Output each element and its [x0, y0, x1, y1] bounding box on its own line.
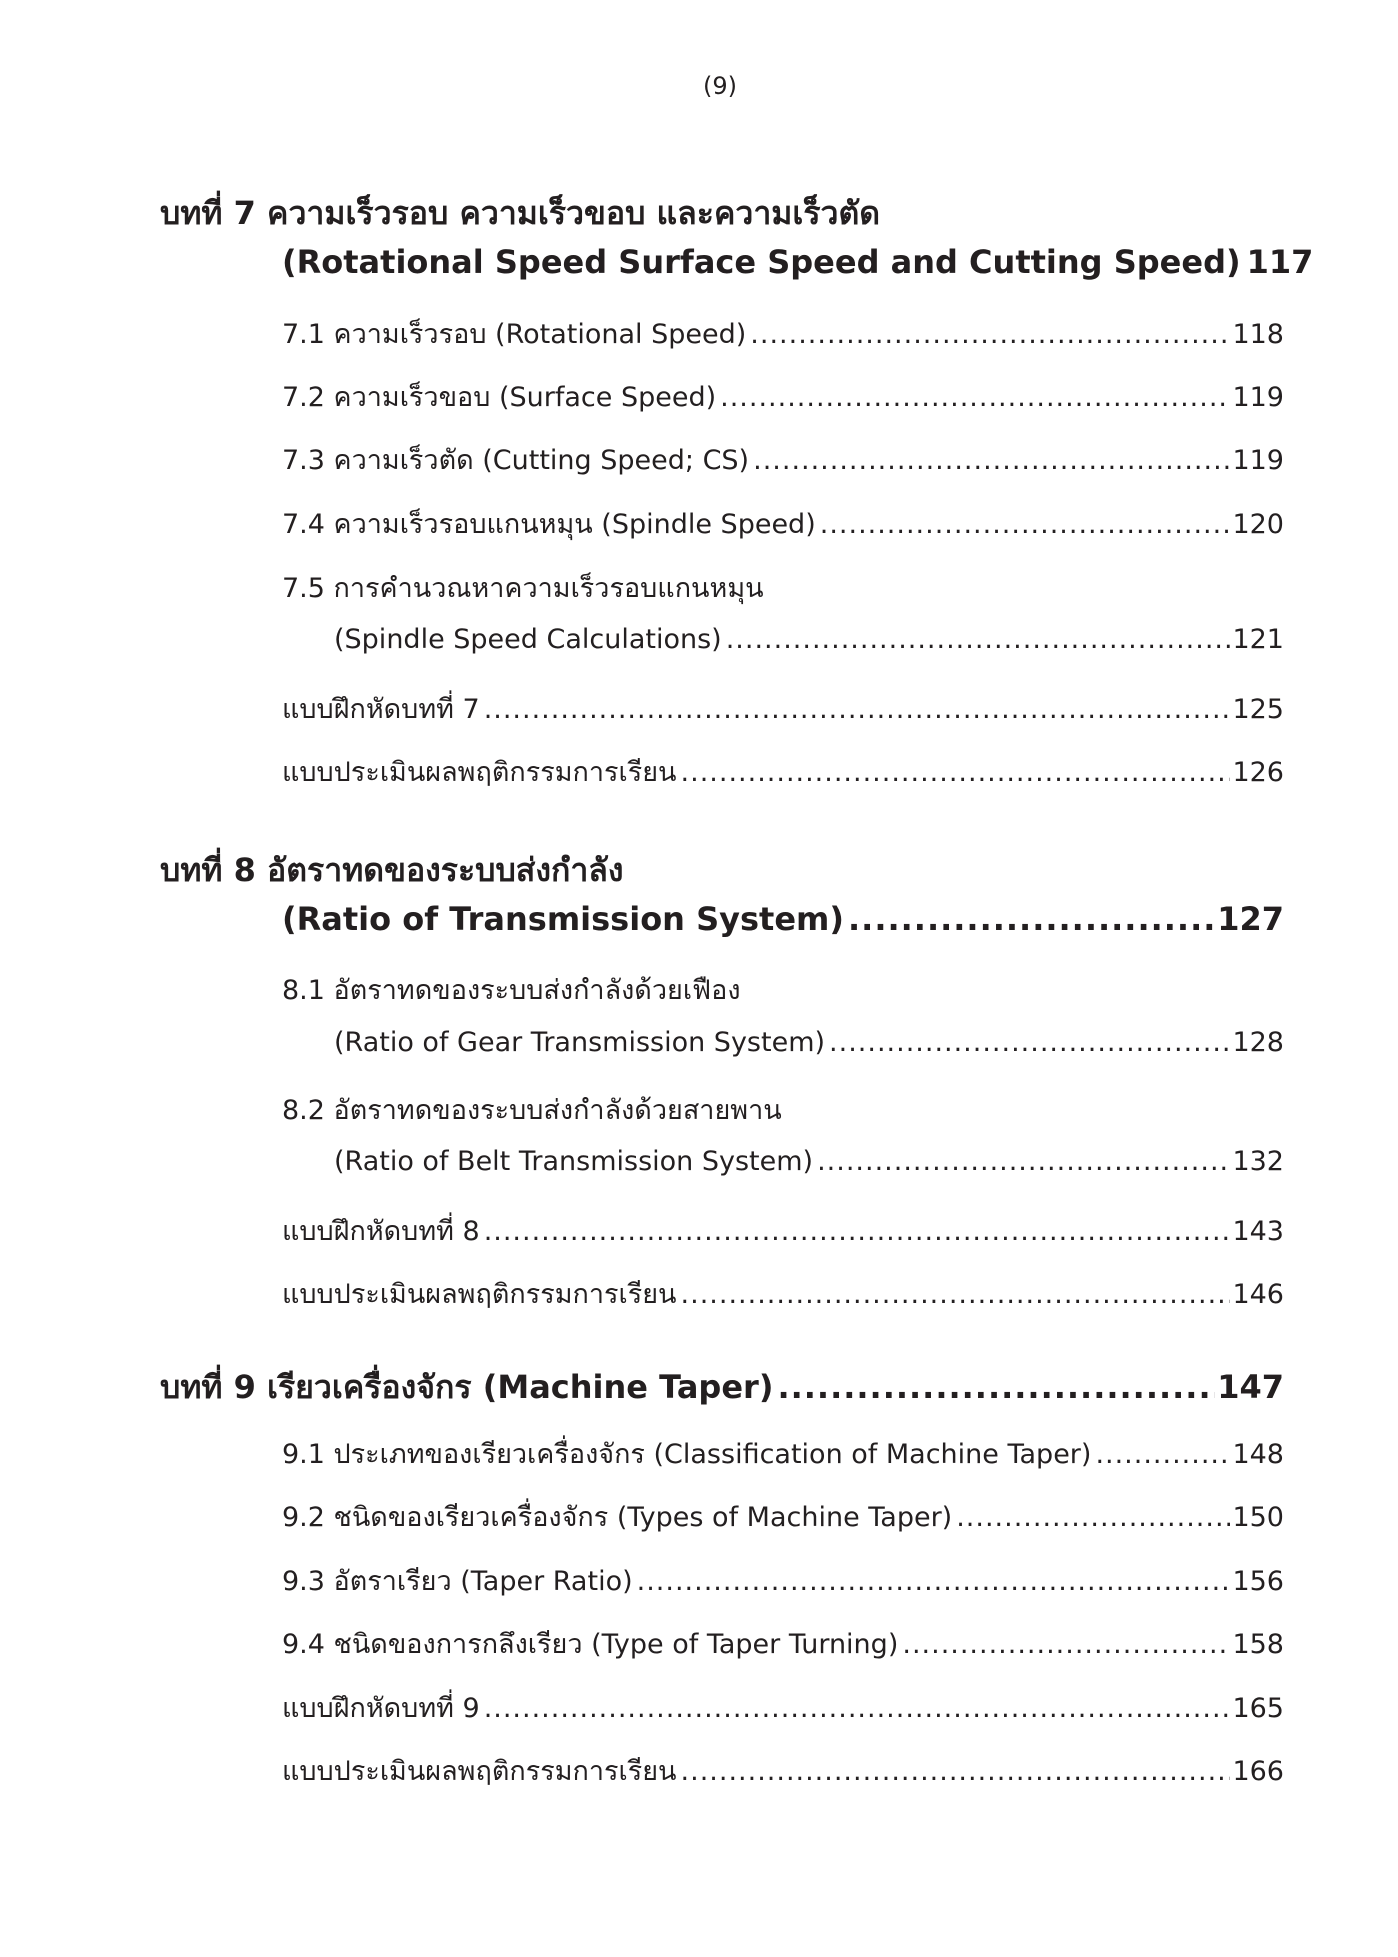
toc-entry-9-4 [282, 1622, 1284, 1665]
page-number: (9) [703, 72, 737, 100]
chapter-8-page: 127 [1217, 900, 1284, 938]
chapter-7-heading: บทที่ 7 ความเร็วรอบ ความเร็วขอบ และความเร็วตัด [160, 194, 881, 232]
toc-entry-exercise-7 [282, 687, 1284, 730]
leader-dots [484, 694, 1231, 725]
leader-dots [820, 509, 1231, 540]
toc-entry-8-1-line1: 8.1 อัตราทดของระบบส่งกำลังด้วยเฟือง [282, 975, 741, 1006]
toc-entry-assessment-7 [282, 750, 1284, 793]
toc-entry-page: 128 [1232, 1027, 1284, 1058]
chapter-8-heading: บทที่ 8 อัตราทดของระบบส่งกำลัง [160, 851, 624, 889]
toc-entry-label: 7.3 ความเร็วตัด (Cutting Speed; CS) [282, 445, 750, 476]
toc-entry-label: 7.2 ความเร็วขอบ (Surface Speed) [282, 382, 717, 413]
toc-entry-page: 148 [1232, 1439, 1284, 1470]
toc-entry-label: แบบประเมินผลพฤติกรรมการเรียน [282, 757, 677, 788]
toc-entry-8-1 [334, 1027, 1284, 1058]
chapter-9-heading-line [160, 1362, 1284, 1413]
toc-entry-7-2 [282, 375, 1284, 418]
toc-entry-label: แบบฝึกหัดบทที่ 8 [282, 1216, 480, 1247]
toc-entry-label: แบบฝึกหัดบทที่ 9 [282, 1693, 480, 1724]
toc-entry-label: แบบประเมินผลพฤติกรรมการเรียน [282, 1756, 677, 1787]
toc-entry-label: 7.1 ความเร็วรอบ (Rotational Speed) [282, 319, 747, 350]
leader-dots [848, 900, 1215, 938]
leader-dots [484, 1216, 1231, 1247]
leader-dots [720, 382, 1230, 413]
leader-dots [829, 1027, 1230, 1058]
toc-entry-page: 121 [1232, 624, 1284, 655]
toc-entry-page: 126 [1232, 757, 1284, 788]
leader-dots [484, 1693, 1231, 1724]
leader-dots [1095, 1439, 1230, 1470]
toc-entry-label: (Ratio of Belt Transmission System) [334, 1146, 814, 1177]
toc-entry-page: 156 [1232, 1566, 1284, 1597]
toc-entry-page: 118 [1232, 319, 1284, 350]
toc-entry-label: 9.1 ประเภทของเรียวเครื่องจักร (Classification of Machine Taper) [282, 1439, 1092, 1470]
chapter-8-subtitle: (Ratio of Transmission System) [282, 900, 845, 938]
chapter-8-subtitle-line [282, 900, 1284, 938]
leader-dots [817, 1146, 1230, 1177]
leader-dots [726, 624, 1231, 655]
toc-entry-exercise-9 [282, 1686, 1284, 1729]
toc-entry-label: (Ratio of Gear Transmission System) [334, 1027, 826, 1058]
toc-entry-7-5-line1: 7.5 การคำนวณหาความเร็วรอบแกนหมุน [282, 573, 764, 604]
leader-dots [637, 1566, 1231, 1597]
leader-dots [956, 1502, 1230, 1533]
leader-dots [681, 1756, 1231, 1787]
chapter-9-heading: บทที่ 9 เรียวเครื่องจักร (Machine Taper) [160, 1368, 774, 1406]
leader-dots [777, 1368, 1215, 1406]
toc-entry-7-5 [334, 624, 1284, 655]
toc-entry-exercise-8 [282, 1209, 1284, 1252]
toc-entry-label: 9.2 ชนิดของเรียวเครื่องจักร (Types of Machine Taper) [282, 1502, 953, 1533]
chapter-7-subtitle: (Rotational Speed Surface Speed and Cutting Speed) [282, 243, 1241, 281]
toc-entry-7-1 [282, 312, 1284, 355]
toc-entry-label: 7.4 ความเร็วรอบแกนหมุน (Spindle Speed) [282, 509, 816, 540]
toc-entry-9-3 [282, 1559, 1284, 1602]
toc-entry-label: (Spindle Speed Calculations) [334, 624, 722, 655]
leader-dots [902, 1629, 1230, 1660]
toc-entry-8-2 [334, 1146, 1284, 1177]
toc-entry-page: 165 [1232, 1693, 1284, 1724]
chapter-7-page: 117 [1246, 243, 1314, 281]
leader-dots [750, 319, 1230, 350]
toc-entry-7-3 [282, 438, 1284, 481]
toc-entry-page: 119 [1232, 382, 1284, 413]
toc-entry-label: แบบฝึกหัดบทที่ 7 [282, 694, 480, 725]
leader-dots [681, 1279, 1231, 1310]
toc-entry-9-2 [282, 1495, 1284, 1538]
toc-entry-page: 132 [1232, 1146, 1284, 1177]
toc-entry-8-2-line1: 8.2 อัตราทดของระบบส่งกำลังด้วยสายพาน [282, 1095, 782, 1126]
toc-entry-assessment-8 [282, 1272, 1284, 1315]
toc-entry-9-1 [282, 1432, 1284, 1475]
toc-entry-page: 143 [1232, 1216, 1284, 1247]
toc-entry-page: 158 [1232, 1629, 1284, 1660]
toc-entry-page: 120 [1232, 509, 1284, 540]
toc-entry-7-4 [282, 502, 1284, 545]
chapter-7-subtitle-line [282, 243, 1314, 281]
leader-dots [681, 757, 1231, 788]
toc-entry-assessment-9 [282, 1749, 1284, 1792]
toc-entry-page: 150 [1232, 1502, 1284, 1533]
toc-entry-page: 146 [1232, 1279, 1284, 1310]
toc-entry-page: 166 [1232, 1756, 1284, 1787]
toc-entry-page: 119 [1232, 445, 1284, 476]
toc-entry-label: 9.3 อัตราเรียว (Taper Ratio) [282, 1566, 633, 1597]
toc-entry-page: 125 [1232, 694, 1284, 725]
leader-dots [753, 445, 1230, 476]
toc-entry-label: 9.4 ชนิดของการกลึงเรียว (Type of Taper Turning) [282, 1629, 899, 1660]
chapter-9-page: 147 [1217, 1368, 1284, 1406]
toc-entry-label: แบบประเมินผลพฤติกรรมการเรียน [282, 1279, 677, 1310]
